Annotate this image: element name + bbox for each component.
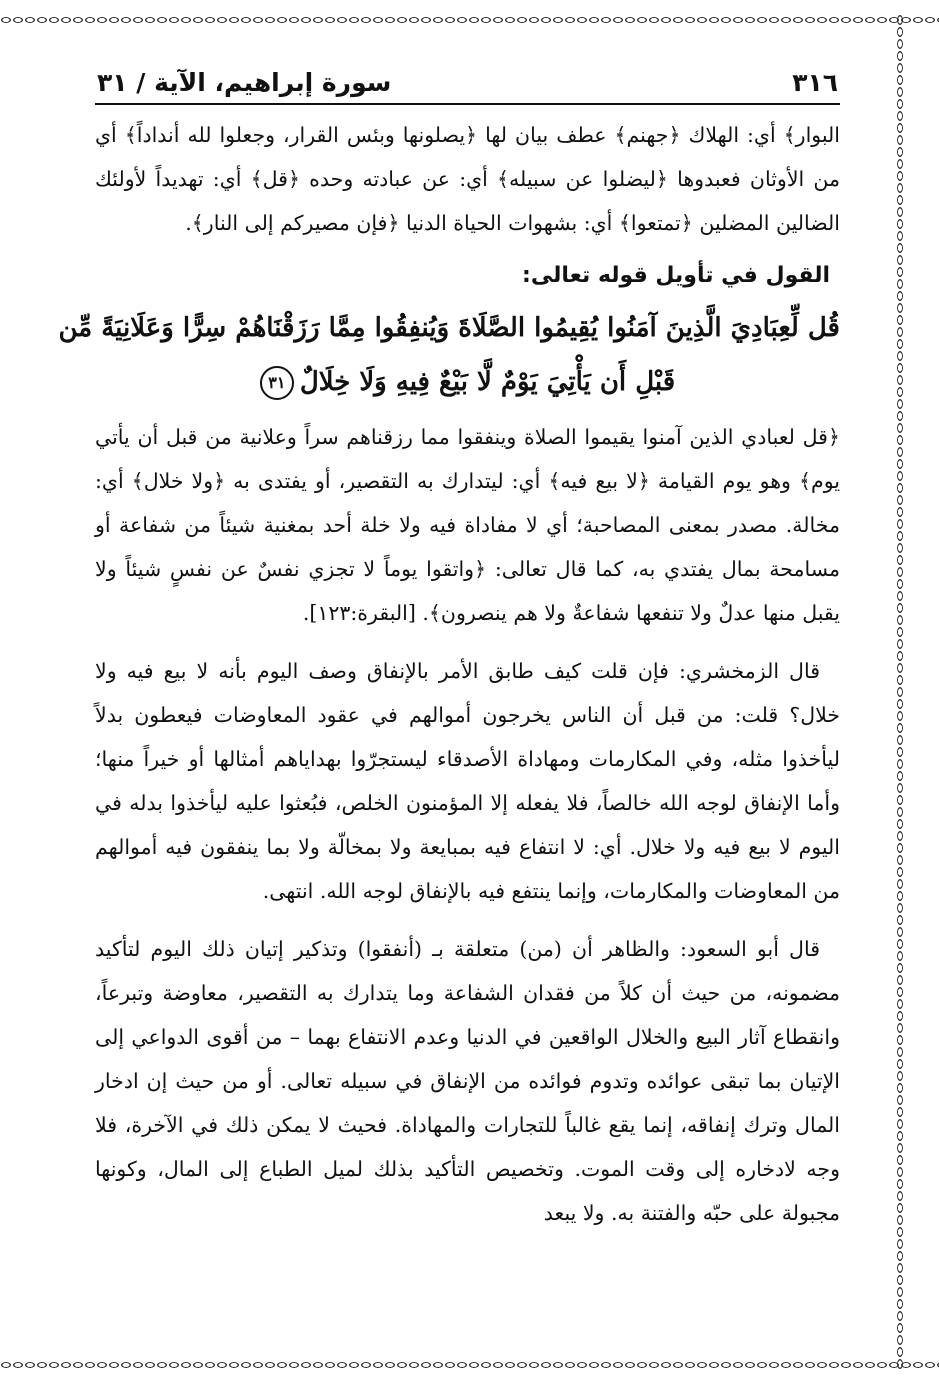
quran-verse-block — [58, 301, 840, 409]
decorative-chain-border-bottom — [0, 1359, 939, 1371]
verse-line-2 — [95, 355, 840, 409]
decorative-chain-border-top — [0, 14, 939, 26]
page-header — [95, 60, 840, 105]
verse-line-2-text: قَبْلِ أَن يَأْتِيَ يَوْمٌ لَّا بَيْعٌ فِيهِ وَلَا خِلَالٌ — [299, 367, 676, 397]
tafsir-paragraph: ﴿قل لعبادي الذين آمنوا يقيموا الصلاة وينفقوا مما رزقناهم سراً وعلانية من قبل أن يأتي يوم﴾ وهو يوم القيامة ﴿لا بيع فيه﴾ أي: ليتدارك به التقصير، أو يفتدى به ﴿ولا خلال﴾ أي: مخالة. مصدر بمعنى المصاحبة؛ أي لا مفاداة فيه ولا خلة أحد بمغنية شيئاً من شفاعة أو مسامحة بمال يفتدي به، كما قال تعالى: ﴿واتقوا يوماً لا تجزي نفسٌ عن نفسٍ شيئاً ولا يقبل منها عدلٌ ولا تنفعها شفاعةٌ ولا هم ينصرون﴾. [البقرة:١٢٣]. — [95, 425, 840, 625]
decorative-chain-border-right — [894, 14, 906, 1371]
section-heading: القول في تأويل قوله تعالى: — [522, 263, 830, 288]
zamakhshari-paragraph: قال الزمخشري: فإن قلت كيف طابق الأمر بالإنفاق وصف اليوم بأنه لا بيع فيه ولا خلال؟ قلت: من قبل أن الناس يخرجون أموالهم في عقود المعاوضات فيعطون بدلاً ليأخذوا مثله، وفي المكارمات ومهاداة الأصدقاء ليستجرّوا بهداياهم أمثالها أو خيراً منها؛ وأما الإنفاق لوجه الله خالصاً، فلا يفعله إلا المؤمنون الخلص، فبُعثوا عليه ليأخذوا بدله في اليوم لا بيع فيه ولا خلال. أي: لا انتفاع فيه بمبايعة ولا بمخالّة ولا بما ينفقون فيه أموالهم من المعاوضات والمكارمات، وإنما ينتفع فيه بالإنفاق لوجه الله. انتهى. — [95, 659, 840, 903]
running-title: سورة إبراهيم، الآية / ٣١ — [97, 68, 392, 97]
paragraph-continuation: البوار﴾ أي: الهلاك ﴿جهنم﴾ عطف بيان لها ﴿يصلونها وبئس القرار، وجعلوا لله أنداداً﴾ أي من الأوثان فعبدوها ﴿ليضلوا عن سبيله﴾ أي: عن عبادته وحده ﴿قل﴾ أي: تهديداً لأولئك الضالين المضلين ﴿تمتعوا﴾ أي: بشهوات الحياة الدنيا ﴿فإن مصيركم إلى النار﴾. — [95, 123, 840, 235]
abu-saud-paragraph: قال أبو السعود: والظاهر أن (من) متعلقة بـ (أنفقوا) وتذكير إتيان ذلك اليوم لتأكيد مضمونه، من حيث أن كلاً من فقدان الشفاعة وما يتدارك به التقصير، معاوضة وتبرعاً، وانقطاع آثار البيع والخلال الواقعين في الدنيا وعدم الانتفاع بهما – من أقوى الدواعي إلى الإتيان بما تبقى عوائده وتدوم فوائده من الإنفاق في سبيله تعالى. أو من حيث إن ادخار المال وترك إنفاقه، إنما يقع غالباً للتجارات والمهاداة. فحيث لا يمكن ذلك في الآخرة، فلا وجه لادخاره إلى وقت الموت. وتخصيص التأكيد بذلك لميل الطباع إلى المال، وكونها مجبولة على حبّه والفتنة به. ولا يبعد — [95, 937, 840, 1225]
page-number: ٣١٦ — [792, 68, 838, 97]
book-page — [58, 60, 840, 1235]
verse-number-marker: ٣١ — [260, 366, 294, 400]
verse-line-1: قُل لِّعِبَادِيَ الَّذِينَ آمَنُوا يُقِيمُوا الصَّلَاةَ وَيُنفِقُوا مِمَّا رَزَقْنَاهُمْ سِرًّا وَعَلَانِيَةً مِّن — [58, 313, 840, 343]
